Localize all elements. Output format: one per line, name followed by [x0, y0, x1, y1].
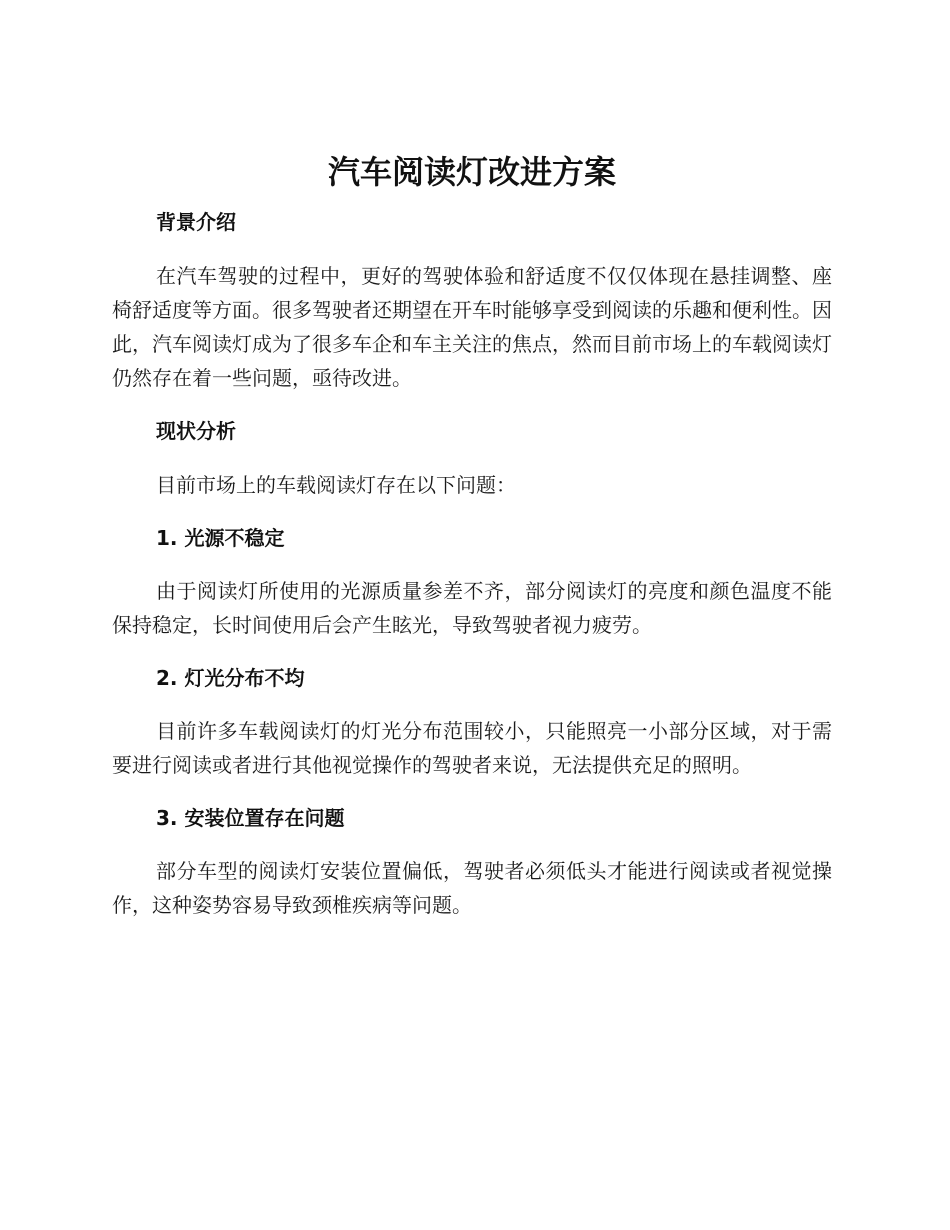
document-body — [112, 150, 832, 922]
heading-uneven-light-distribution: 2. 灯光分布不均 — [156, 666, 305, 690]
paragraph-background: 在汽车驾驶的过程中，更好的驾驶体验和舒适度不仅仅体现在悬挂调整、座椅舒适度等方面。很多驾驶者还期望在开车时能够享受到阅读的乐趣和便利性。因此，汽车阅读灯成为了很多车企和车主关注的焦点，然而目前市场上的车载阅读灯仍然存在着一些问题，亟待改进。 — [112, 264, 832, 390]
document-title: 汽车阅读灯改进方案 — [327, 153, 616, 191]
paragraph-unstable-light-source: 由于阅读灯所使用的光源质量参差不齐，部分阅读灯的亮度和颜色温度不能保持稳定，长时间使用后会产生眩光，导致驾驶者视力疲劳。 — [112, 579, 832, 637]
heading-installation-position: 3. 安装位置存在问题 — [156, 806, 345, 830]
heading-background: 背景介绍 — [156, 210, 236, 234]
paragraph-uneven-light-distribution: 目前许多车载阅读灯的灯光分布范围较小，只能照亮一小部分区域，对于需要进行阅读或者进行其他视觉操作的驾驶者来说，无法提供充足的照明。 — [112, 719, 832, 777]
heading-status-analysis: 现状分析 — [156, 419, 236, 443]
paragraph-installation-position: 部分车型的阅读灯安装位置偏低，驾驶者必须低头才能进行阅读或者视觉操作，这种姿势容易导致颈椎疾病等问题。 — [112, 859, 832, 917]
heading-unstable-light-source: 1. 光源不稳定 — [156, 526, 285, 550]
paragraph-status-analysis: 目前市场上的车载阅读灯存在以下问题： — [156, 473, 516, 497]
